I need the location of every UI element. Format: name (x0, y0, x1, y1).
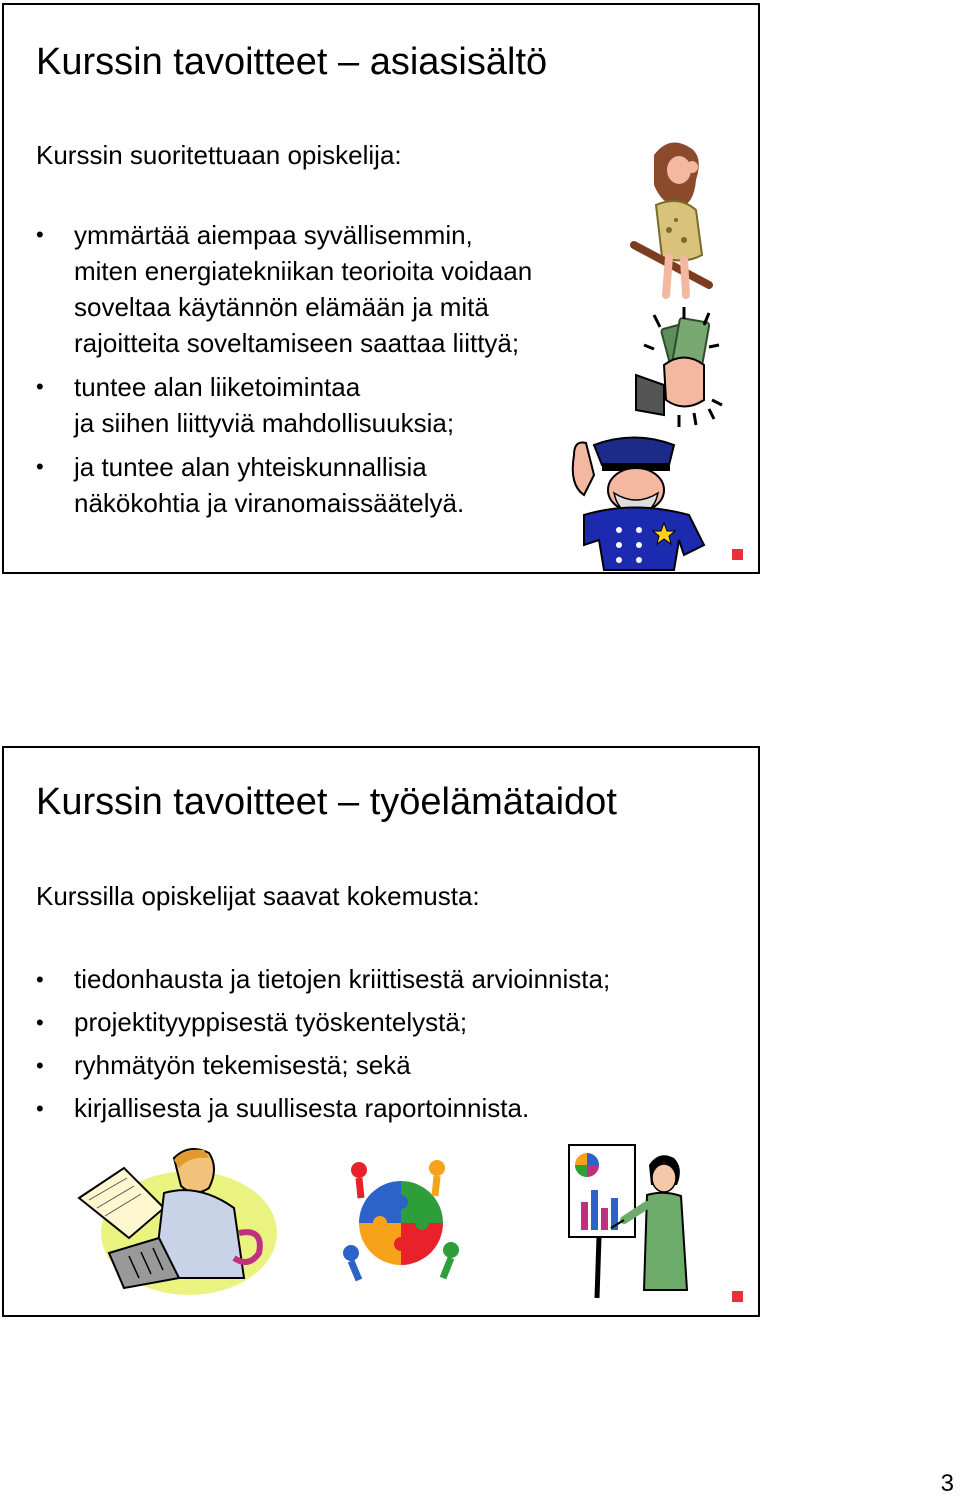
bullet-line: • projektityyppisestä työskentelystä; (74, 1007, 468, 1037)
bullet-item (36, 1001, 610, 1044)
bullet-line: • ymmärtää aiempaa syvällisemmin, (74, 220, 473, 250)
caveman-clipart (624, 135, 724, 305)
page-number: 3 (940, 1470, 954, 1497)
slide-2-bullet-list (36, 958, 610, 1130)
slide-2-subtitle: Kurssilla opiskelijat saavat kokemusta: (36, 881, 480, 911)
bullet-item (36, 369, 532, 441)
bullet-line: • ryhmätyön tekemisestä; sekä (74, 1050, 411, 1080)
slide-1 (2, 3, 760, 574)
bullet-item (36, 1044, 610, 1087)
slide-2 (2, 746, 760, 1317)
bullet-line: • ja tuntee alan yhteiskunnallisia (74, 452, 427, 482)
bullet-line: ja siihen liittyviä mahdollisuuksia; (74, 408, 455, 438)
slide-1-subtitle: Kurssin suoritettuaan opiskelija: (36, 140, 402, 170)
bullet-line: • kirjallisesta ja suullisesta raportoinnista. (74, 1093, 530, 1123)
slide-2-title: Kurssin tavoitteet – työelämätaidot (36, 781, 617, 823)
bullet-line: • tiedonhausta ja tietojen kriittisestä arvioinnista; (74, 964, 611, 994)
bullet-item (36, 958, 610, 1001)
bullet-line: miten energiatekniikan teorioita voidaan (74, 256, 533, 286)
police-officer-clipart (564, 435, 714, 575)
bullet-line: rajoitteita soveltamiseen saattaa liittyä; (74, 328, 520, 358)
slide-marker (732, 1291, 743, 1302)
bullet-item (36, 217, 532, 361)
slide-marker (732, 549, 743, 560)
money-hand-clipart (624, 305, 734, 435)
presenter-chart-clipart (559, 1140, 714, 1302)
bullet-line: näkökohtia ja viranomaissäätelyä. (74, 488, 465, 518)
researcher-clipart (69, 1138, 284, 1308)
bullet-item (36, 1087, 610, 1130)
puzzle-team-clipart (339, 1158, 464, 1288)
slide-1-bullet-list (36, 217, 532, 521)
slide-1-title: Kurssin tavoitteet – asiasisältö (36, 41, 548, 83)
bullet-line: soveltaa käytännön elämään ja mitä (74, 292, 489, 322)
bullet-item (36, 449, 532, 521)
bullet-line: • tuntee alan liiketoimintaa (74, 372, 361, 402)
